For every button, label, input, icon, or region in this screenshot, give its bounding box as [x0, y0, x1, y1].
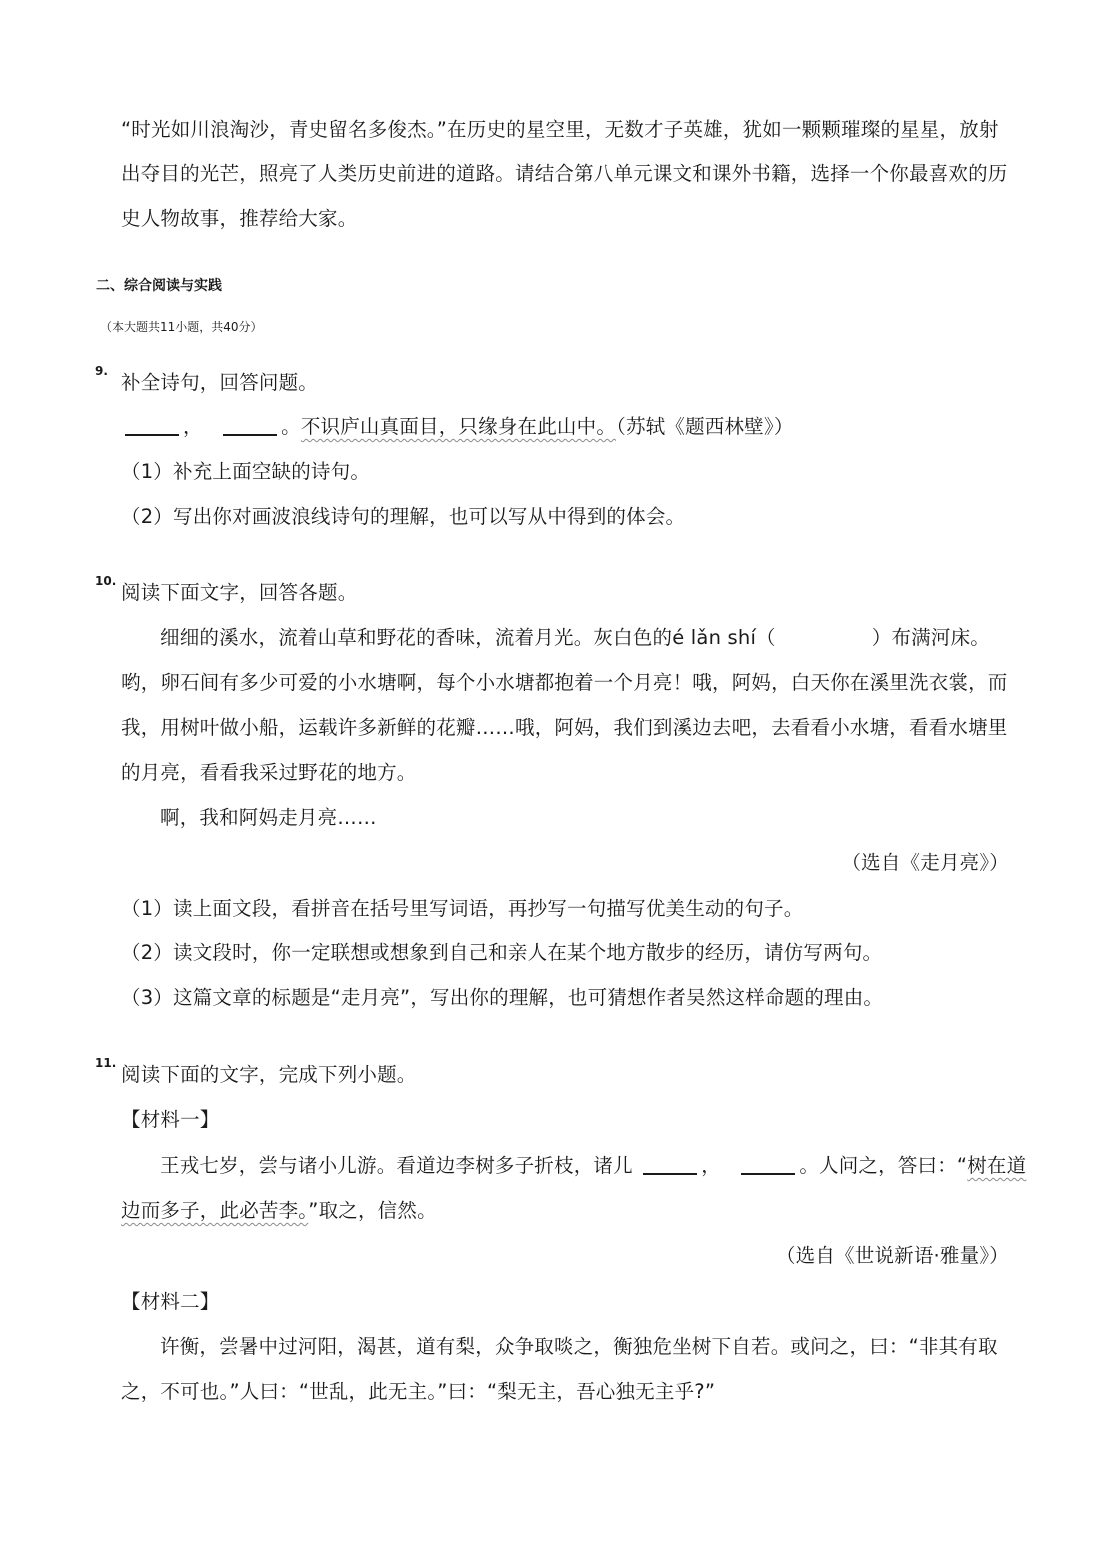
- material-2-title: 【材料二】: [121, 1290, 220, 1313]
- q9-sub-1: [121, 456, 370, 484]
- q10-paragraph-line-5: 啊，我和阿妈走月亮……: [160, 806, 377, 829]
- material-2-line-1: 许衡，尝暑中过河阳，渴甚，道有梨，众争取啖之，衡独危坐树下自若。或问之，曰：“非其有取: [160, 1335, 998, 1358]
- q10-source: （选自《走月亮》）: [841, 851, 1009, 874]
- q10-sub-1: [121, 893, 803, 921]
- sub-question-text: 这篇文章的标题是“走月亮”，写出你的理解，也可猜想作者吴然这样命题的理由。: [173, 986, 884, 1009]
- material-1-line-2: [121, 1195, 437, 1223]
- material-1-text-b: 。人问之，答曰：“: [799, 1154, 968, 1177]
- answer-blank[interactable]: [643, 1173, 697, 1175]
- section-title: 二、综合阅读与实践: [96, 278, 222, 294]
- answer-blank[interactable]: [125, 434, 179, 436]
- q9-wavy-poem: 不识庐山真面目，只缘身在此山中。: [300, 415, 617, 438]
- intro-line-3: 史人物故事，推荐给大家。: [121, 207, 358, 230]
- q10-text-a: 细细的溪水，流着山草和野花的香味，流着月光。灰白色的é lǎn shí（: [160, 626, 776, 649]
- material-1-wavy-2: 边而多子，此必苦李。: [121, 1199, 309, 1222]
- material-1-source: （选自《世说新语·雅量》）: [775, 1244, 1009, 1267]
- question-number-11: 11.: [95, 1056, 117, 1070]
- q9-sub-2: [121, 501, 685, 529]
- intro-line-2: 出夺目的光芒，照亮了人类历史前进的道路。请结合第八单元课文和课外书籍，选择一个你最喜欢的历: [121, 162, 1008, 185]
- q9-source: （苏轼《题西林壁》）: [616, 415, 794, 438]
- sub-question-label: （2）: [121, 505, 174, 528]
- answer-blank[interactable]: [223, 434, 277, 436]
- sub-question-text: 补充上面空缺的诗句。: [173, 460, 371, 483]
- q10-text-b: ）布满河床。: [871, 626, 990, 649]
- q11-stem: 阅读下面的文字，完成下列小题。: [121, 1063, 417, 1086]
- question-number-9: 9.: [95, 364, 108, 378]
- answer-blank[interactable]: [741, 1173, 795, 1175]
- material-2-line-2: 之，不可也。”人曰：“世乱，此无主。”曰：“梨无主，吾心独无主乎?”: [121, 1380, 716, 1403]
- intro-line-1: “时光如川浪淘沙，青史留名多俊杰。”在历史的星空里，无数才子英雄，犹如一颗颗璀璨的星星，放射: [121, 118, 999, 141]
- sub-question-label: （2）: [121, 941, 174, 964]
- material-1-title: 【材料一】: [121, 1108, 220, 1131]
- material-1-separator: ，: [701, 1154, 721, 1177]
- q10-stem: 阅读下面文字，回答各题。: [121, 581, 358, 604]
- section-note: （本大题共11小题，共40分）: [100, 320, 263, 334]
- sub-question-label: （1）: [121, 460, 174, 483]
- q10-paragraph-line-2: 哟，卵石间有多少可爱的小水塘啊，每个小水塘都抱着一个月亮！哦，阿妈，白天你在溪里洗衣裳，而: [121, 671, 1008, 694]
- sub-question-text: 写出你对画波浪线诗句的理解，也可以写从中得到的体会。: [173, 505, 686, 528]
- material-1-text-a: 王戎七岁，尝与诸小儿游。看道边李树多子折枝，诸儿: [160, 1154, 633, 1177]
- q9-separator-1: ，: [183, 415, 203, 438]
- question-number-10: 10.: [95, 574, 117, 588]
- q9-poem-line: [121, 411, 794, 439]
- q10-paragraph-line-3: 我，用树叶做小船，运载许多新鲜的花瓣……哦，阿妈，我们到溪边去吧，去看看小水塘，看看水塘里: [121, 716, 1008, 739]
- q9-separator-2: 。: [281, 415, 301, 438]
- sub-question-text: 读上面文段，看拼音在括号里写词语，再抄写一句描写优美生动的句子。: [173, 897, 804, 920]
- q10-sub-3: [121, 982, 883, 1010]
- q10-paragraph-line-1: [160, 622, 990, 650]
- material-1-wavy-1: 树在道: [967, 1154, 1027, 1177]
- q9-stem: 补全诗句，回答问题。: [121, 371, 319, 394]
- q10-paragraph-line-4: 的月亮，看看我采过野花的地方。: [121, 761, 417, 784]
- sub-question-text: 读文段时，你一定联想或想象到自己和亲人在某个地方散步的经历，请仿写两句。: [173, 941, 883, 964]
- sub-question-label: （3）: [121, 986, 174, 1009]
- material-1-line-1: [160, 1150, 1026, 1178]
- material-1-text-c: ”取之，信然。: [308, 1199, 437, 1222]
- q10-sub-2: [121, 937, 882, 965]
- sub-question-label: （1）: [121, 897, 174, 920]
